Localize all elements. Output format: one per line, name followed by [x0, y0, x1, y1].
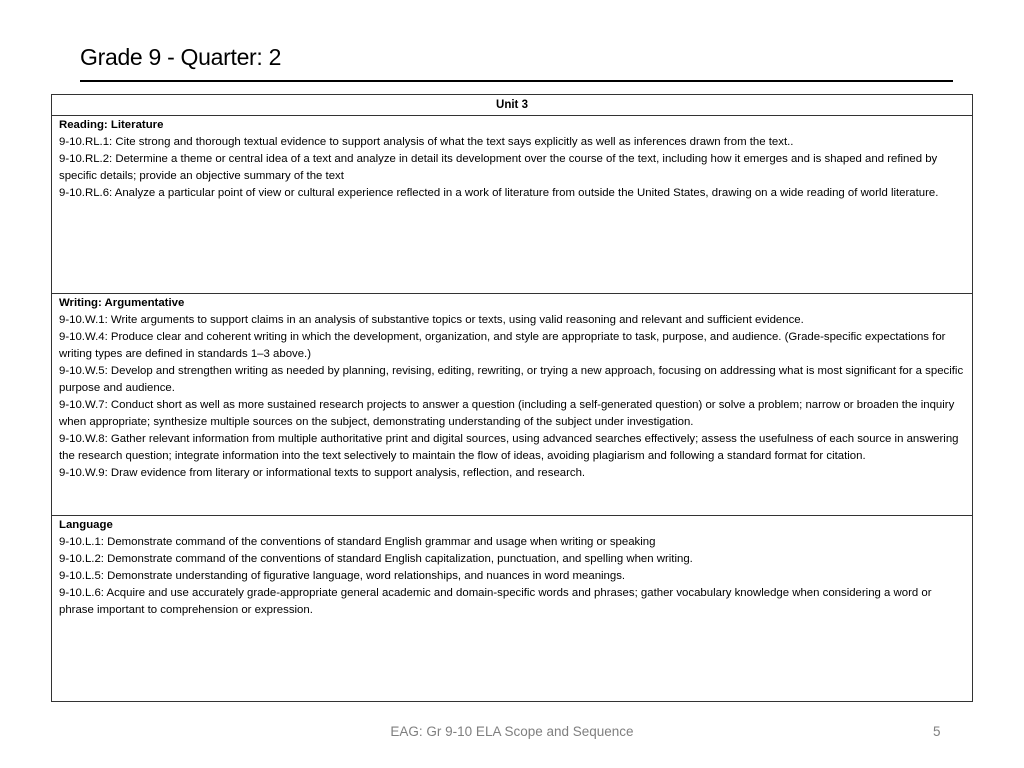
standard-item: 9-10.W.7: Conduct short as well as more sustained research projects to answer a question (including a self-generated question) or solve a problem; narrow or broaden the inquiry when appropriate; synthesize multiple sources on the subject, demonstrating understanding of the subject under investigation. [59, 399, 955, 428]
table-header-row [52, 95, 973, 116]
footer-text: EAG: Gr 9-10 ELA Scope and Sequence [390, 724, 634, 739]
table-row [52, 116, 973, 294]
reading-cell [52, 116, 973, 294]
page-number: 5 [933, 724, 941, 739]
reading-heading: Reading: Literature [59, 119, 164, 131]
writing-heading: Writing: Argumentative [59, 297, 185, 309]
scope-table [51, 94, 973, 702]
standard-item: 9-10.W.4: Produce clear and coherent writing in which the development, organization, and style are appropriate to task, purpose, and audience. (Grade-specific expectations for writing types are defined in standards 1–3 above.) [59, 331, 946, 360]
page-title: Grade 9 - Quarter: 2 [80, 44, 282, 70]
standard-item: 9-10.RL.6: Analyze a particular point of view or cultural experience reflected in a work of literature from outside the United States, drawing on a wide reading of world literature. [59, 187, 939, 199]
language-cell [52, 516, 973, 702]
unit-header: Unit 3 [52, 95, 973, 116]
standard-item: 9-10.L.1: Demonstrate command of the conventions of standard English grammar and usage when writing or speaking [59, 536, 656, 548]
standard-item: 9-10.L.6: Acquire and use accurately grade-appropriate general academic and domain-specific words and phrases; gather vocabulary knowledge when considering a word or phrase important to comprehension or expression. [59, 587, 932, 616]
table-row [52, 516, 973, 702]
standard-item: 9-10.L.2: Demonstrate command of the conventions of standard English capitalization, punctuation, and spelling when writing. [59, 553, 693, 565]
table-row [52, 294, 973, 516]
standard-item: 9-10.W.1: Write arguments to support claims in an analysis of substantive topics or texts, using valid reasoning and relevant and sufficient evidence. [59, 314, 804, 326]
language-heading: Language [59, 519, 113, 531]
standard-item: 9-10.L.5: Demonstrate understanding of figurative language, word relationships, and nuances in word meanings. [59, 570, 626, 582]
standard-item: 9-10.RL.2: Determine a theme or central idea of a text and analyze in detail its development over the course of the text, including how it emerges and is shaped and refined by specific details; provide an objective summary of the text [59, 153, 938, 182]
writing-cell [52, 294, 973, 516]
standard-item: 9-10.W.9: Draw evidence from literary or informational texts to support analysis, reflection, and research. [59, 467, 586, 479]
standard-item: 9-10.W.5: Develop and strengthen writing as needed by planning, revising, editing, rewriting, or trying a new approach, focusing on addressing what is most significant for a specific purpose and audience. [59, 365, 964, 394]
title-divider [80, 80, 953, 82]
standard-item: 9-10.RL.1: Cite strong and thorough textual evidence to support analysis of what the text says explicitly as well as inferences drawn from the text.. [59, 136, 794, 148]
standard-item: 9-10.W.8: Gather relevant information from multiple authoritative print and digital sources, using advanced searches effectively; assess the usefulness of each source in answering the research question; integrate information into the text selectively to maintain the flow of ideas, avoiding plagiarism and following a standard format for citation. [59, 433, 959, 462]
